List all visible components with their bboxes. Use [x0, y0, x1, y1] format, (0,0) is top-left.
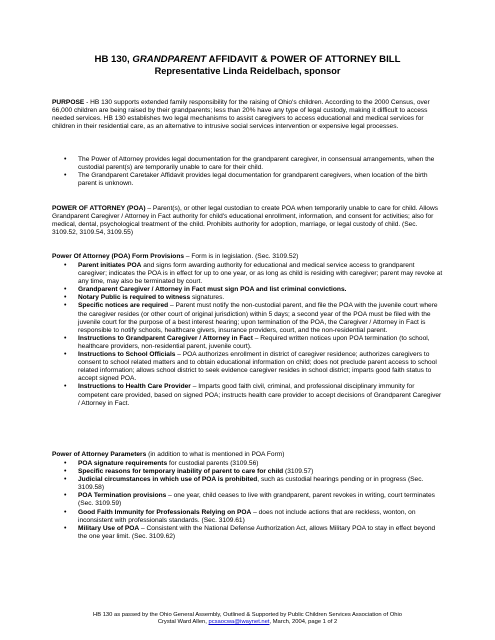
list-item: • Good Faith Immunity for Professionals Relying on POA – does not include actions that are reckless, wonton, on inconsistent with professionals standards. (Sec. 3109.61)	[60, 509, 443, 525]
overview-list	[60, 156, 443, 188]
document-title: HB 130, GRANDPARENT AFFIDAVIT & POWER OF ATTORNEY BILL	[94, 54, 401, 65]
purpose-label: PURPOSE	[52, 99, 85, 106]
list-item: • Notary Public is required to witness signatures.	[60, 294, 443, 302]
list-item: • The Power of Attorney provides legal documentation for the grandparent caregiver, in consensual arrangements, when the custodial parent(s) are temporarily unable to care for their child.	[60, 156, 443, 172]
list-item: • Instructions to Grandparent Caregiver / Attorney in Fact – Required written notices upon POA termination (to school, healthcare providers, non-residential parent, juvenile court).	[60, 335, 443, 351]
parameters-heading: Power of Attorney Parameters (in addition to what is mentioned in POA Form)	[52, 451, 285, 458]
parameters-list	[60, 460, 443, 541]
list-item: • Specific reasons for temporary inability of parent to care for child (3109.57)	[60, 468, 443, 476]
list-item: • POA signature requirements for custodial parents (3109.56)	[60, 460, 443, 468]
page-footer	[52, 612, 443, 626]
poa-text: – Parent(s), or other legal custodian to create POA when temporarily unable to care for child. Allows Grandparent Caregiver / Attorney in Fact authority for child's educational enrollment, information, and consent for activities; also for medical, dental, psychological treatment of the child. Prohibits authority for adoption, marriage, or legal custody of child. (Sec. 3109.52, 3109.54, 3109.55)	[52, 205, 439, 237]
form-provisions-heading: Power Of Attorney (POA) Form Provisions – Form is in legislation. (Sec. 3109.52)	[52, 253, 299, 260]
title-italic: GRANDPARENT	[132, 54, 207, 65]
poa-paragraph	[52, 205, 443, 237]
form-provisions-list	[60, 262, 443, 408]
list-item: • The Grandparent Caretaker Affidavit provides legal documentation for grandparent caregivers, when location of the birth parent is unknown.	[60, 172, 443, 188]
list-item: • Instructions to Health Care Provider – Imparts good faith civil, criminal, and professional disciplinary immunity for competent care provided, based on signed POA; instructs health care provider to accept decisions of Grandparent Caregiver / Attorney in Fact.	[60, 383, 443, 407]
footer-line-2: Crystal Ward Allen, pcsaocwa@iwaynet.net, March, 2004, page 1 of 2	[157, 619, 338, 626]
list-item: • Military Use of POA – Consistent with the National Defense Authorization Act, allows Military POA to stay in effect beyond the one year limit. (Sec. 3109.62)	[60, 525, 443, 541]
list-item: • Grandparent Caregiver / Attorney in Fact must sign POA and list criminal convictions.	[60, 286, 443, 294]
list-item: • Specific notices are required – Parent must notify the non-custodial parent, and file the POA with the juvenile court where the caregiver resides (or other court of original jurisdiction) within 5 days; a second year of the POA must be filed with the juvenile court for the purpose of a best interest hearing; upon termination of the POA, the Caregiver / Attorney in Fact is responsible to notify schools, healthcare givers, insurance providers, court, and the non-residential parent.	[60, 302, 443, 334]
list-item: • Instructions to School Officials – POA authorizes enrollment in district of caregiver residence; authorizes caregivers to consent to school related matters and to obtain educational information on child; does not preclude parent access to school related information; allows school district to seek evidence caregiver resides in school district; imparts good faith status to accept signed POA.	[60, 351, 443, 383]
purpose-text: - HB 130 supports extended family responsibility for the raising of Ohio's children. According to the 2000 Census, over 66,000 children are being raised by their grandparents; less than 20% have any type of legal custody, making it difficult to access needed services. HB 130 establishes two legal mechanisms to assist caregivers to access educational and medical services for children in their residential care, as an alternative to intrusive social services intervention or expensive legal processes.	[52, 99, 430, 131]
list-item: • POA Termination provisions – one year, child ceases to live with grandparent, parent revokes in writing, court terminates (Sec. 3109.59)	[60, 492, 443, 508]
poa-label: POWER OF ATTORNEY (POA)	[52, 205, 146, 212]
footer-line-1: HB 130 as passed by the Ohio General Assembly, Outlined & Supported by Public Children Services Association of Ohio	[93, 612, 402, 618]
list-item: • Parent initiates POA and signs form awarding authority for educational and medical service access to grandparent caregiver; indicates the POA is in effect for up to one year, or as long as child is residing with caregiver; parent may revoke at any time, may also be terminated by court.	[60, 262, 443, 286]
list-item: • Judicial circumstances in which use of POA is prohibited, such as custodial hearings pending or in progress (Sec. 3109.58)	[60, 476, 443, 492]
email-link[interactable]: pcsaocwa@iwaynet.net	[208, 619, 270, 626]
document-subtitle: Representative Linda Reidelbach, sponsor	[154, 66, 341, 76]
purpose-paragraph	[52, 99, 443, 131]
